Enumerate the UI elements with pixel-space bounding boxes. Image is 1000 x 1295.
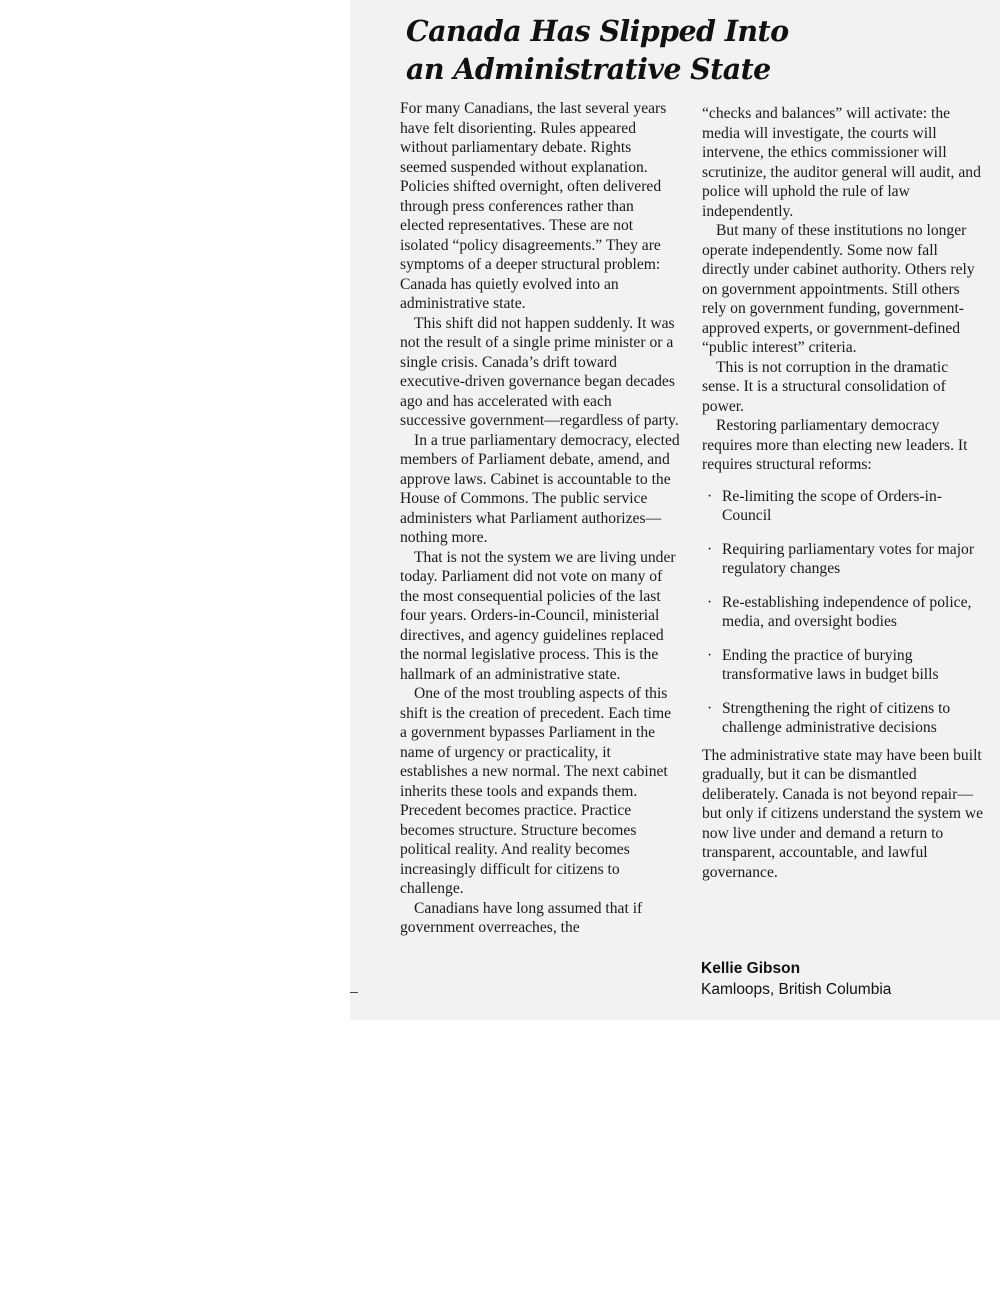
paragraph: But many of these institutions no longer operate independently. Some now fall directly under cabinet authority. Others rely on government appointments. Still others rely on government funding, government-approved experts, or government-defined “public interest” criteria. [702, 222, 975, 356]
author-location: Kamloops, British Columbia [701, 981, 892, 998]
bullet-icon: · [707, 593, 713, 611]
paragraph: This is not corruption in the dramatic sense. It is a structural consolidation of power. [702, 358, 949, 415]
list-item: · Requiring parliamentary votes for major regulatory changes [707, 540, 975, 577]
paragraph: “checks and balances” will activate: the media will investigate, the courts will intervene, the ethics commissioner will scrutinize, the auditor general will audit, and police will uphold the rule of law independently. [702, 105, 981, 220]
left-column [400, 99, 680, 938]
margin-mark [350, 992, 358, 993]
author-name: Kellie Gibson [701, 960, 801, 977]
closing-paragraph: The administrative state may have been built gradually, but it can be dismantled deliberately. Canada is not beyond repair—but only if citizens understand the system we now live under and demand a return to transparent, accountable, and lawful governance. [702, 746, 984, 881]
paragraph: This shift did not happen suddenly. It was not the result of a single prime minister or a single crisis. Canada’s drift toward executive-driven governance began decades ago and has accelerated with each successive government—regardless of party. [400, 314, 679, 429]
list-item: · Re-establishing independence of police, media, and oversight bodies [707, 593, 972, 630]
paragraph: In a true parliamentary democracy, elected members of Parliament debate, amend, and approve laws. Cabinet is accountable to the House of Commons. The public service administers what Parliament authorizes—nothing more. [400, 431, 680, 546]
list-item: · Re-limiting the scope of Orders-in-Council [707, 487, 942, 524]
bullet-icon: · [707, 646, 713, 664]
paragraph: One of the most troubling aspects of this shift is the creation of precedent. Each time a government bypasses Parliament in the name of urgency or practicality, it establishes a new normal. The next cabinet inherits these tools and expands them. Precedent becomes practice. Practice becomes structure. Structure becomes political reality. And reality becomes increasingly difficult for citizens to challenge. [400, 685, 672, 897]
bullet-icon: · [707, 487, 713, 505]
signature-block [701, 958, 891, 1000]
article-headline: Canada Has Slipped Into an Administrative State [406, 14, 789, 86]
paragraph: Canadians have long assumed that if government overreaches, the [400, 899, 643, 936]
bullet-icon: · [707, 540, 713, 558]
reform-list [702, 487, 987, 738]
list-item: · Ending the practice of burying transformative laws in budget bills [707, 646, 939, 683]
paragraph: For many Canadians, the last several years have felt disorienting. Rules appeared without parliamentary debate. Rights seemed suspended without explanation. Policies shifted overnight, often delivered through press conferences rather than elected representatives. These are not isolated “policy disagreements.” They are symptoms of a deeper structural problem: Canada has quietly evolved into an administrative state. [400, 100, 667, 312]
list-item: · Strengthening the right of citizens to challenge administrative decisions [707, 699, 951, 736]
paragraph: Restoring parliamentary democracy requires more than electing new leaders. It requires structural reforms: [702, 417, 968, 473]
bullet-icon: · [707, 699, 713, 717]
right-column [702, 104, 987, 882]
paragraph: That is not the system we are living under today. Parliament did not vote on many of the most consequential policies of the last four years. Orders-in-Council, ministerial directives, and agency guidelines replaced the normal legislative process. This is the hallmark of an administrative state. [400, 548, 676, 683]
